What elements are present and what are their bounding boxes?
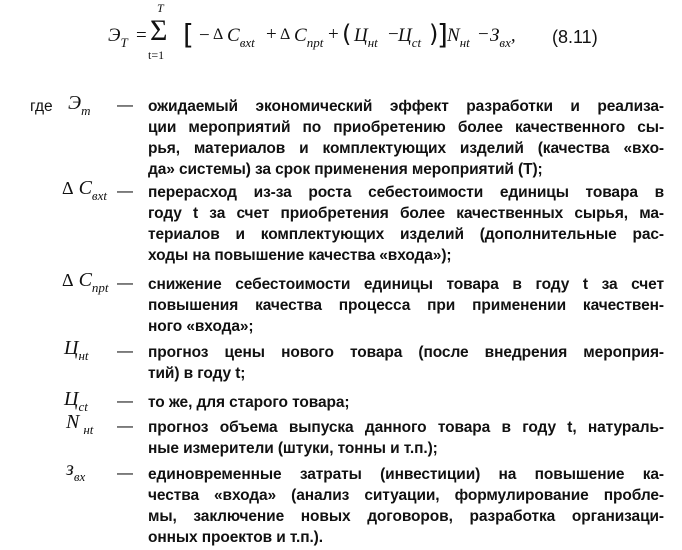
formula-minus-3: − xyxy=(478,24,489,45)
close-paren: ) xyxy=(429,20,439,48)
dash: — xyxy=(117,97,133,114)
definition-price-old: то же, для старого товара; xyxy=(148,394,350,411)
dash: — xyxy=(117,418,133,435)
definition-volume: прогноз объема выпуска данного товара в году t, натураль- ные измерители (штуки, тонны и т.п.); xyxy=(148,419,664,457)
where-label: где xyxy=(30,98,53,115)
definition-effect: ожидаемый экономический эффект разработки и реализа- ции мероприятий по приобретению более качественного сы- рья, материалов и комплектующих изделий (качества «вхо- да» системы) за срок применения мероприятий (Т); xyxy=(148,98,664,178)
dash: — xyxy=(117,343,133,360)
dash: — xyxy=(117,393,133,410)
open-bracket: [ xyxy=(183,18,194,51)
formula-plus-2: + xyxy=(328,24,339,45)
term-investment: $з_{вх}$ xyxy=(66,458,86,484)
formula-plus-1: + xyxy=(266,24,277,45)
equation-number: (8.11) xyxy=(552,27,598,47)
term-price-old: $Ц_{ct}$ xyxy=(64,388,88,414)
term-price-new: $Ц_{нt}$ xyxy=(64,337,89,363)
sigma-sign: Σ xyxy=(150,14,168,47)
cost-increase-term: $C_{вxt}$ xyxy=(227,25,255,50)
delta-2: Δ xyxy=(280,26,291,43)
dash: — xyxy=(117,183,133,200)
definition-cost-increase: перерасход из-за роста себестоимости единицы товара в году t за счет приобретения более качественных сырья, ма- териалов и комплектующих изделий (дополнительные рас- ходы на повышение качества «входа»); xyxy=(148,184,664,264)
definition-cost-decrease: снижение себестоимости единицы товара в году t за счет повышения качества процесса при применении качествен- ного «входа»; xyxy=(148,276,664,335)
term-cost-increase: Δ $C_{вxt}$ xyxy=(62,177,107,203)
sum-lower-limit: t=1 xyxy=(148,48,165,62)
definition-price-new: прогноз цены нового товара (после внедрения мероприя- тий) в году t; xyxy=(148,344,664,382)
sum-upper-limit: T xyxy=(157,1,164,15)
cost-decrease-term: $C_{npt}$ xyxy=(294,25,324,50)
dash: — xyxy=(117,275,133,292)
term-cost-decrease: Δ $C_{npt}$ xyxy=(62,269,109,295)
definition-investment: единовременные затраты (инвестиции) на повышение ка- чества «входа» (анализ ситуации, формулирование пробле- мы, заключение новых договоров, разработка организаци- онных проектов и т.п.). xyxy=(148,466,664,546)
delta-1: Δ xyxy=(213,26,224,43)
price-old-term: $Ц_{ct}$ xyxy=(398,25,422,50)
price-new-term: $Ц_{нt}$ xyxy=(354,25,378,50)
formula-8-11 xyxy=(0,0,682,75)
formula-equals: = xyxy=(136,25,147,46)
close-bracket: ] xyxy=(437,18,448,51)
volume-term: $N_{нt}$ xyxy=(447,25,470,50)
formula-lhs: $Э_T$ xyxy=(108,25,128,50)
formula-minus-1: − xyxy=(199,25,210,46)
dash: — xyxy=(117,465,133,482)
formula-minus-2: − xyxy=(388,24,399,45)
investment-term: $З_{вх}$, xyxy=(490,25,516,50)
open-paren: ( xyxy=(342,20,352,48)
term-effect: $Э_т$ xyxy=(68,92,91,118)
term-volume: N $_{нt}$ xyxy=(66,411,94,437)
